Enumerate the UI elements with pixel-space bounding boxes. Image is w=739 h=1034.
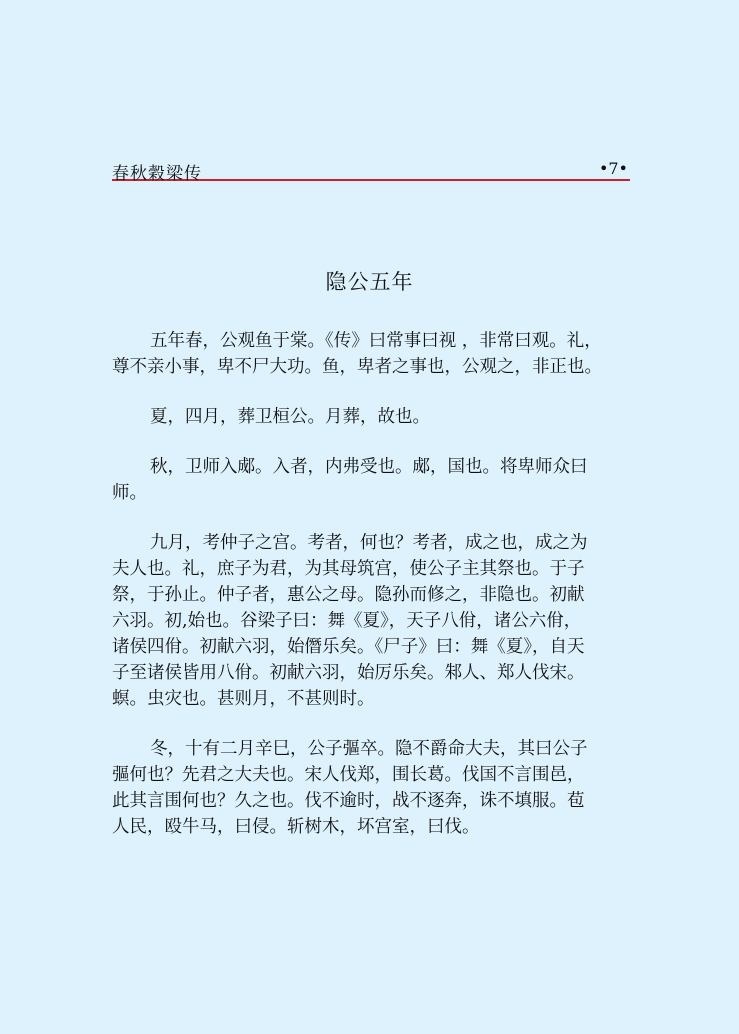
text-line: 夫人也。礼，庶子为君，为其母筑宫，使公子主其祭也。于子 xyxy=(112,559,585,579)
text-line: 尊不亲小事，卑不尸大功。鱼，卑者之事也，公观之，非正也。 xyxy=(112,357,602,377)
text-line: 师。 xyxy=(112,483,147,503)
page-number: •7• xyxy=(598,159,628,178)
paragraph-summer xyxy=(112,404,646,430)
text-line: 冬，十有二月辛巳，公子彄卒。隐不爵命大夫，其曰公子 xyxy=(150,739,588,759)
text-line: 秋，卫师入郕。入者，内弗受也。郕，国也。将卑师众曰 xyxy=(150,457,588,477)
text-line: 祭，于孙止。仲子者，惠公之母。隐孙而修之，非隐也。初献 xyxy=(112,585,585,605)
text-line: 夏，四月，葬卫桓公。月葬，故也。 xyxy=(150,407,430,427)
text-line: 彄何也？先君之大夫也。宋人伐郑，围长葛。伐国不言围邑， xyxy=(112,765,585,785)
paragraph-autumn xyxy=(112,454,646,506)
text-line: 螟。虫灾也。甚则月，不甚则时。 xyxy=(112,689,375,709)
paragraph-ninth-month xyxy=(112,530,646,712)
chapter-title: 隐公五年 xyxy=(325,270,414,294)
text-line: 五年春，公观鱼于棠。《传》曰常事曰视 ，非常曰观。礼， xyxy=(150,331,602,351)
running-header xyxy=(112,157,630,184)
book-title: 春秋穀梁传 xyxy=(112,164,202,184)
paragraph-winter xyxy=(112,736,646,840)
chapter-body xyxy=(112,328,646,864)
text-line: 九月，考仲子之宫。考者，何也？考者，成之也，成之为 xyxy=(150,533,588,553)
text-line: 子至诸侯皆用八佾。初献六羽，始厉乐矣。邾人、郑人伐宋。 xyxy=(112,663,585,683)
paragraph-spring xyxy=(112,328,646,380)
text-line: 此其言围何也？久之也。伐不逾时，战不逐奔，诛不填服。苞 xyxy=(112,791,585,811)
text-line: 六羽。初,始也。谷梁子曰：舞《夏》，天子八佾，诸公六佾， xyxy=(112,611,582,631)
text-line: 诸侯四佾。初献六羽，始僭乐矣。《尸子》曰：舞《夏》，自天 xyxy=(112,637,585,657)
text-line: 人民，殴牛马，曰侵。斩树木，坏宫室，曰伐。 xyxy=(112,817,480,837)
